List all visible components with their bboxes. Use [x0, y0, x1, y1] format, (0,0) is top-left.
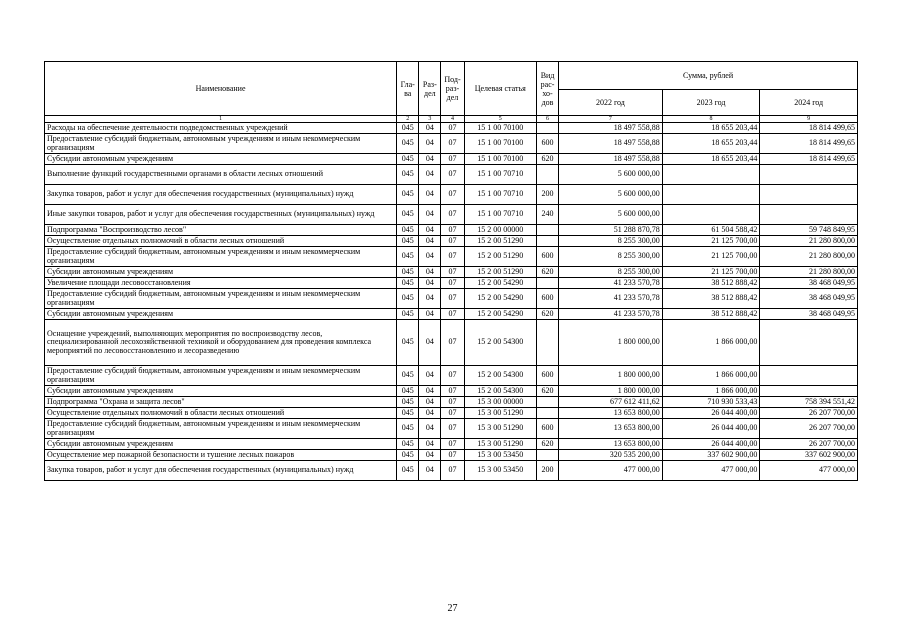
- column-number: 8: [662, 116, 760, 123]
- row-name: Предоставление субсидий бюджетным, автономным учреждениям и иным некоммерческим организациям: [45, 419, 397, 439]
- row-name: Предоставление субсидий бюджетным, автономным учреждениям и иным некоммерческим организациям: [45, 289, 397, 309]
- table-row: [45, 278, 858, 289]
- row-podrazdel: 07: [441, 289, 464, 309]
- row-razdel: 04: [419, 309, 441, 320]
- row-glava: 045: [397, 154, 419, 165]
- row-glava: 045: [397, 236, 419, 247]
- row-amount-2022: 320 535 200,00: [559, 450, 663, 461]
- row-amount-2022: 41 233 570,78: [559, 289, 663, 309]
- row-amount-2024: [760, 366, 858, 386]
- row-amount-2022: 5 600 000,00: [559, 205, 663, 225]
- row-podrazdel: 07: [441, 267, 464, 278]
- row-name: Субсидии автономным учреждениям: [45, 154, 397, 165]
- row-glava: 045: [397, 366, 419, 386]
- row-name: Осуществление отдельных полномочий в области лесных отношений: [45, 408, 397, 419]
- row-amount-2024: 26 207 700,00: [760, 419, 858, 439]
- row-amount-2022: 8 255 300,00: [559, 236, 663, 247]
- row-razdel: 04: [419, 185, 441, 205]
- row-amount-2022: 1 800 000,00: [559, 320, 663, 366]
- row-amount-2022: 18 497 558,88: [559, 123, 663, 134]
- table-row: [45, 397, 858, 408]
- row-target-article: 15 2 00 54290: [464, 309, 536, 320]
- table-row: [45, 461, 858, 481]
- row-amount-2023: 38 512 888,42: [662, 278, 760, 289]
- row-name: Расходы на обеспечение деятельности подведомственных учреждений: [45, 123, 397, 134]
- table-row: [45, 320, 858, 366]
- row-target-article: 15 3 00 00000: [464, 397, 536, 408]
- row-podrazdel: 07: [441, 134, 464, 154]
- row-glava: 045: [397, 247, 419, 267]
- row-amount-2023: 61 504 588,42: [662, 225, 760, 236]
- row-glava: 045: [397, 289, 419, 309]
- row-glava: 045: [397, 185, 419, 205]
- row-glava: 045: [397, 419, 419, 439]
- header-year-2023: 2023 год: [662, 90, 760, 116]
- column-number: 3: [419, 116, 441, 123]
- row-razdel: 04: [419, 408, 441, 419]
- row-amount-2024: 59 748 849,95: [760, 225, 858, 236]
- table-row: [45, 450, 858, 461]
- row-razdel: 04: [419, 205, 441, 225]
- table-row: [45, 267, 858, 278]
- column-number: 5: [464, 116, 536, 123]
- table-row: [45, 205, 858, 225]
- row-glava: 045: [397, 320, 419, 366]
- row-podrazdel: 07: [441, 461, 464, 481]
- row-amount-2024: 21 280 800,00: [760, 267, 858, 278]
- table-row: [45, 134, 858, 154]
- table-row: [45, 439, 858, 450]
- row-target-article: 15 2 00 51290: [464, 267, 536, 278]
- row-amount-2024: 26 207 700,00: [760, 439, 858, 450]
- row-expense-type: 200: [536, 461, 558, 481]
- row-target-article: 15 3 00 51290: [464, 439, 536, 450]
- row-expense-type: 620: [536, 154, 558, 165]
- header-podrazdel: Под-раз-дел: [441, 62, 464, 116]
- row-target-article: 15 3 00 53450: [464, 461, 536, 481]
- row-podrazdel: 07: [441, 225, 464, 236]
- row-expense-type: 620: [536, 439, 558, 450]
- header-glava: Гла-ва: [397, 62, 419, 116]
- table-row: [45, 236, 858, 247]
- row-name: Осуществление мер пожарной безопасности и тушение лесных пожаров: [45, 450, 397, 461]
- header-name: Наименование: [45, 62, 397, 116]
- row-razdel: 04: [419, 461, 441, 481]
- row-razdel: 04: [419, 165, 441, 185]
- row-glava: 045: [397, 439, 419, 450]
- row-amount-2023: 477 000,00: [662, 461, 760, 481]
- row-amount-2024: 21 280 800,00: [760, 247, 858, 267]
- row-razdel: 04: [419, 419, 441, 439]
- row-target-article: 15 2 00 51290: [464, 236, 536, 247]
- table-body: [45, 123, 858, 481]
- row-amount-2022: 477 000,00: [559, 461, 663, 481]
- row-amount-2024: 18 814 499,65: [760, 134, 858, 154]
- row-razdel: 04: [419, 320, 441, 366]
- row-name: Субсидии автономным учреждениям: [45, 439, 397, 450]
- row-amount-2024: 18 814 499,65: [760, 123, 858, 134]
- row-amount-2024: 38 468 049,95: [760, 278, 858, 289]
- row-name: Предоставление субсидий бюджетным, автономным учреждениям и иным некоммерческим организациям: [45, 134, 397, 154]
- row-expense-type: 240: [536, 205, 558, 225]
- row-expense-type: [536, 408, 558, 419]
- row-razdel: 04: [419, 386, 441, 397]
- row-podrazdel: 07: [441, 247, 464, 267]
- row-amount-2022: 51 288 870,78: [559, 225, 663, 236]
- row-expense-type: 600: [536, 247, 558, 267]
- row-podrazdel: 07: [441, 386, 464, 397]
- row-amount-2024: 38 468 049,95: [760, 309, 858, 320]
- row-razdel: 04: [419, 247, 441, 267]
- row-razdel: 04: [419, 134, 441, 154]
- row-amount-2024: [760, 185, 858, 205]
- row-glava: 045: [397, 450, 419, 461]
- row-amount-2023: [662, 185, 760, 205]
- row-expense-type: 600: [536, 289, 558, 309]
- row-podrazdel: 07: [441, 205, 464, 225]
- row-glava: 045: [397, 386, 419, 397]
- row-podrazdel: 07: [441, 366, 464, 386]
- row-amount-2023: 26 044 400,00: [662, 419, 760, 439]
- header-year-2024: 2024 год: [760, 90, 858, 116]
- row-amount-2022: 677 612 411,62: [559, 397, 663, 408]
- row-amount-2024: 337 602 900,00: [760, 450, 858, 461]
- row-razdel: 04: [419, 278, 441, 289]
- row-razdel: 04: [419, 225, 441, 236]
- row-amount-2023: 710 930 533,43: [662, 397, 760, 408]
- row-glava: 045: [397, 134, 419, 154]
- row-amount-2022: 13 653 800,00: [559, 439, 663, 450]
- row-razdel: 04: [419, 236, 441, 247]
- row-glava: 045: [397, 278, 419, 289]
- column-number: 1: [45, 116, 397, 123]
- row-podrazdel: 07: [441, 236, 464, 247]
- row-amount-2024: 26 207 700,00: [760, 408, 858, 419]
- row-podrazdel: 07: [441, 397, 464, 408]
- row-expense-type: [536, 278, 558, 289]
- row-amount-2022: 1 800 000,00: [559, 386, 663, 397]
- column-number: 7: [559, 116, 663, 123]
- row-target-article: 15 2 00 54290: [464, 289, 536, 309]
- row-podrazdel: 07: [441, 185, 464, 205]
- row-target-article: 15 1 00 70710: [464, 165, 536, 185]
- page-number: 27: [447, 603, 458, 614]
- row-amount-2023: 38 512 888,42: [662, 309, 760, 320]
- row-target-article: 15 2 00 54300: [464, 320, 536, 366]
- column-number: 9: [760, 116, 858, 123]
- row-expense-type: 620: [536, 267, 558, 278]
- row-name: Субсидии автономным учреждениям: [45, 386, 397, 397]
- row-amount-2024: [760, 320, 858, 366]
- row-razdel: 04: [419, 366, 441, 386]
- row-amount-2022: 8 255 300,00: [559, 247, 663, 267]
- row-target-article: 15 2 00 54290: [464, 278, 536, 289]
- row-expense-type: 600: [536, 419, 558, 439]
- row-amount-2024: 18 814 499,65: [760, 154, 858, 165]
- header-razdel: Раз-дел: [419, 62, 441, 116]
- row-amount-2023: 26 044 400,00: [662, 439, 760, 450]
- row-amount-2024: 477 000,00: [760, 461, 858, 481]
- table-row: [45, 386, 858, 397]
- column-number-row: [45, 116, 858, 123]
- row-amount-2024: 758 394 551,42: [760, 397, 858, 408]
- table-row: [45, 419, 858, 439]
- row-name: Осуществление отдельных полномочий в области лесных отношений: [45, 236, 397, 247]
- row-amount-2022: 5 600 000,00: [559, 165, 663, 185]
- row-amount-2023: 1 866 000,00: [662, 320, 760, 366]
- table-row: [45, 289, 858, 309]
- row-amount-2022: 41 233 570,78: [559, 309, 663, 320]
- row-glava: 045: [397, 165, 419, 185]
- row-glava: 045: [397, 123, 419, 134]
- row-amount-2023: 18 655 203,44: [662, 123, 760, 134]
- row-glava: 045: [397, 309, 419, 320]
- row-expense-type: [536, 320, 558, 366]
- row-target-article: 15 3 00 53450: [464, 450, 536, 461]
- row-target-article: 15 2 00 51290: [464, 247, 536, 267]
- row-name: Предоставление субсидий бюджетным, автономным учреждениям и иным некоммерческим организациям: [45, 366, 397, 386]
- row-glava: 045: [397, 397, 419, 408]
- row-podrazdel: 07: [441, 154, 464, 165]
- row-name: Закупка товаров, работ и услуг для обеспечения государственных (муниципальных) нужд: [45, 185, 397, 205]
- table-row: [45, 154, 858, 165]
- row-amount-2023: 21 125 700,00: [662, 247, 760, 267]
- row-amount-2023: 26 044 400,00: [662, 408, 760, 419]
- row-glava: 045: [397, 461, 419, 481]
- row-expense-type: [536, 165, 558, 185]
- row-amount-2024: 21 280 800,00: [760, 236, 858, 247]
- row-name: Предоставление субсидий бюджетным, автономным учреждениям и иным некоммерческим организациям: [45, 247, 397, 267]
- header-sum: Сумма, рублей: [559, 62, 858, 90]
- row-amount-2023: 1 866 000,00: [662, 366, 760, 386]
- row-amount-2023: 18 655 203,44: [662, 154, 760, 165]
- row-name: Иные закупки товаров, работ и услуг для обеспечения государственных (муниципальных) нужд: [45, 205, 397, 225]
- row-podrazdel: 07: [441, 278, 464, 289]
- row-amount-2024: [760, 165, 858, 185]
- row-amount-2023: [662, 205, 760, 225]
- row-glava: 045: [397, 205, 419, 225]
- row-razdel: 04: [419, 123, 441, 134]
- row-target-article: 15 1 00 70710: [464, 185, 536, 205]
- row-podrazdel: 07: [441, 309, 464, 320]
- row-expense-type: 600: [536, 134, 558, 154]
- table-row: [45, 225, 858, 236]
- table-row: [45, 123, 858, 134]
- header-target: Целевая статья: [464, 62, 536, 116]
- row-podrazdel: 07: [441, 408, 464, 419]
- row-name: Увеличение площади лесовосстановления: [45, 278, 397, 289]
- table-header: [45, 62, 858, 123]
- row-expense-type: [536, 225, 558, 236]
- row-razdel: 04: [419, 154, 441, 165]
- row-expense-type: [536, 236, 558, 247]
- row-razdel: 04: [419, 289, 441, 309]
- row-podrazdel: 07: [441, 320, 464, 366]
- row-amount-2022: 13 653 800,00: [559, 408, 663, 419]
- row-expense-type: 600: [536, 366, 558, 386]
- row-glava: 045: [397, 225, 419, 236]
- row-amount-2022: 18 497 558,88: [559, 154, 663, 165]
- row-target-article: 15 3 00 51290: [464, 408, 536, 419]
- row-glava: 045: [397, 267, 419, 278]
- row-amount-2024: [760, 386, 858, 397]
- row-expense-type: [536, 450, 558, 461]
- column-number: 2: [397, 116, 419, 123]
- row-name: Подпрограмма "Воспроизводство лесов": [45, 225, 397, 236]
- row-podrazdel: 07: [441, 419, 464, 439]
- row-target-article: 15 2 00 54300: [464, 366, 536, 386]
- row-amount-2024: [760, 205, 858, 225]
- row-amount-2023: 38 512 888,42: [662, 289, 760, 309]
- row-target-article: 15 3 00 51290: [464, 419, 536, 439]
- row-amount-2023: 21 125 700,00: [662, 267, 760, 278]
- row-name: Закупка товаров, работ и услуг для обеспечения государственных (муниципальных) нужд: [45, 461, 397, 481]
- budget-table: [44, 61, 858, 481]
- row-expense-type: [536, 397, 558, 408]
- row-expense-type: 620: [536, 386, 558, 397]
- row-amount-2022: 18 497 558,88: [559, 134, 663, 154]
- row-razdel: 04: [419, 450, 441, 461]
- row-target-article: 15 1 00 70100: [464, 154, 536, 165]
- row-amount-2023: 1 866 000,00: [662, 386, 760, 397]
- row-expense-type: [536, 123, 558, 134]
- column-number: 6: [536, 116, 558, 123]
- row-razdel: 04: [419, 439, 441, 450]
- row-expense-type: 620: [536, 309, 558, 320]
- row-name: Субсидии автономным учреждениям: [45, 267, 397, 278]
- row-name: Выполнение функций государственными органами в области лесных отношений: [45, 165, 397, 185]
- table-row: [45, 247, 858, 267]
- row-amount-2023: 18 655 203,44: [662, 134, 760, 154]
- row-razdel: 04: [419, 267, 441, 278]
- row-amount-2022: 41 233 570,78: [559, 278, 663, 289]
- row-amount-2024: 38 468 049,95: [760, 289, 858, 309]
- row-podrazdel: 07: [441, 450, 464, 461]
- row-expense-type: 200: [536, 185, 558, 205]
- row-target-article: 15 1 00 70100: [464, 134, 536, 154]
- row-amount-2023: 21 125 700,00: [662, 236, 760, 247]
- table-row: [45, 309, 858, 320]
- row-amount-2022: 8 255 300,00: [559, 267, 663, 278]
- row-amount-2022: 5 600 000,00: [559, 185, 663, 205]
- header-vid: Вид рас-хо-дов: [536, 62, 558, 116]
- table-row: [45, 408, 858, 419]
- row-razdel: 04: [419, 397, 441, 408]
- row-target-article: 15 2 00 00000: [464, 225, 536, 236]
- row-target-article: 15 1 00 70100: [464, 123, 536, 134]
- table-row: [45, 185, 858, 205]
- header-year-2022: 2022 год: [559, 90, 663, 116]
- row-name: Субсидии автономным учреждениям: [45, 309, 397, 320]
- row-podrazdel: 07: [441, 123, 464, 134]
- row-name: Подпрограмма "Охрана и защита лесов": [45, 397, 397, 408]
- table-row: [45, 366, 858, 386]
- row-target-article: 15 1 00 70710: [464, 205, 536, 225]
- column-number: 4: [441, 116, 464, 123]
- row-amount-2023: [662, 165, 760, 185]
- row-podrazdel: 07: [441, 439, 464, 450]
- row-glava: 045: [397, 408, 419, 419]
- row-amount-2022: 13 653 800,00: [559, 419, 663, 439]
- row-amount-2023: 337 602 900,00: [662, 450, 760, 461]
- row-podrazdel: 07: [441, 165, 464, 185]
- row-target-article: 15 2 00 54300: [464, 386, 536, 397]
- row-name: Оснащение учреждений, выполняющих мероприятия по воспроизводству лесов, специализированной лесохозяйственной техникой и оборудованием для проведения комплекса мероприятий по лесовосстановлению и лесоразведению: [45, 320, 397, 366]
- row-amount-2022: 1 800 000,00: [559, 366, 663, 386]
- table-row: [45, 165, 858, 185]
